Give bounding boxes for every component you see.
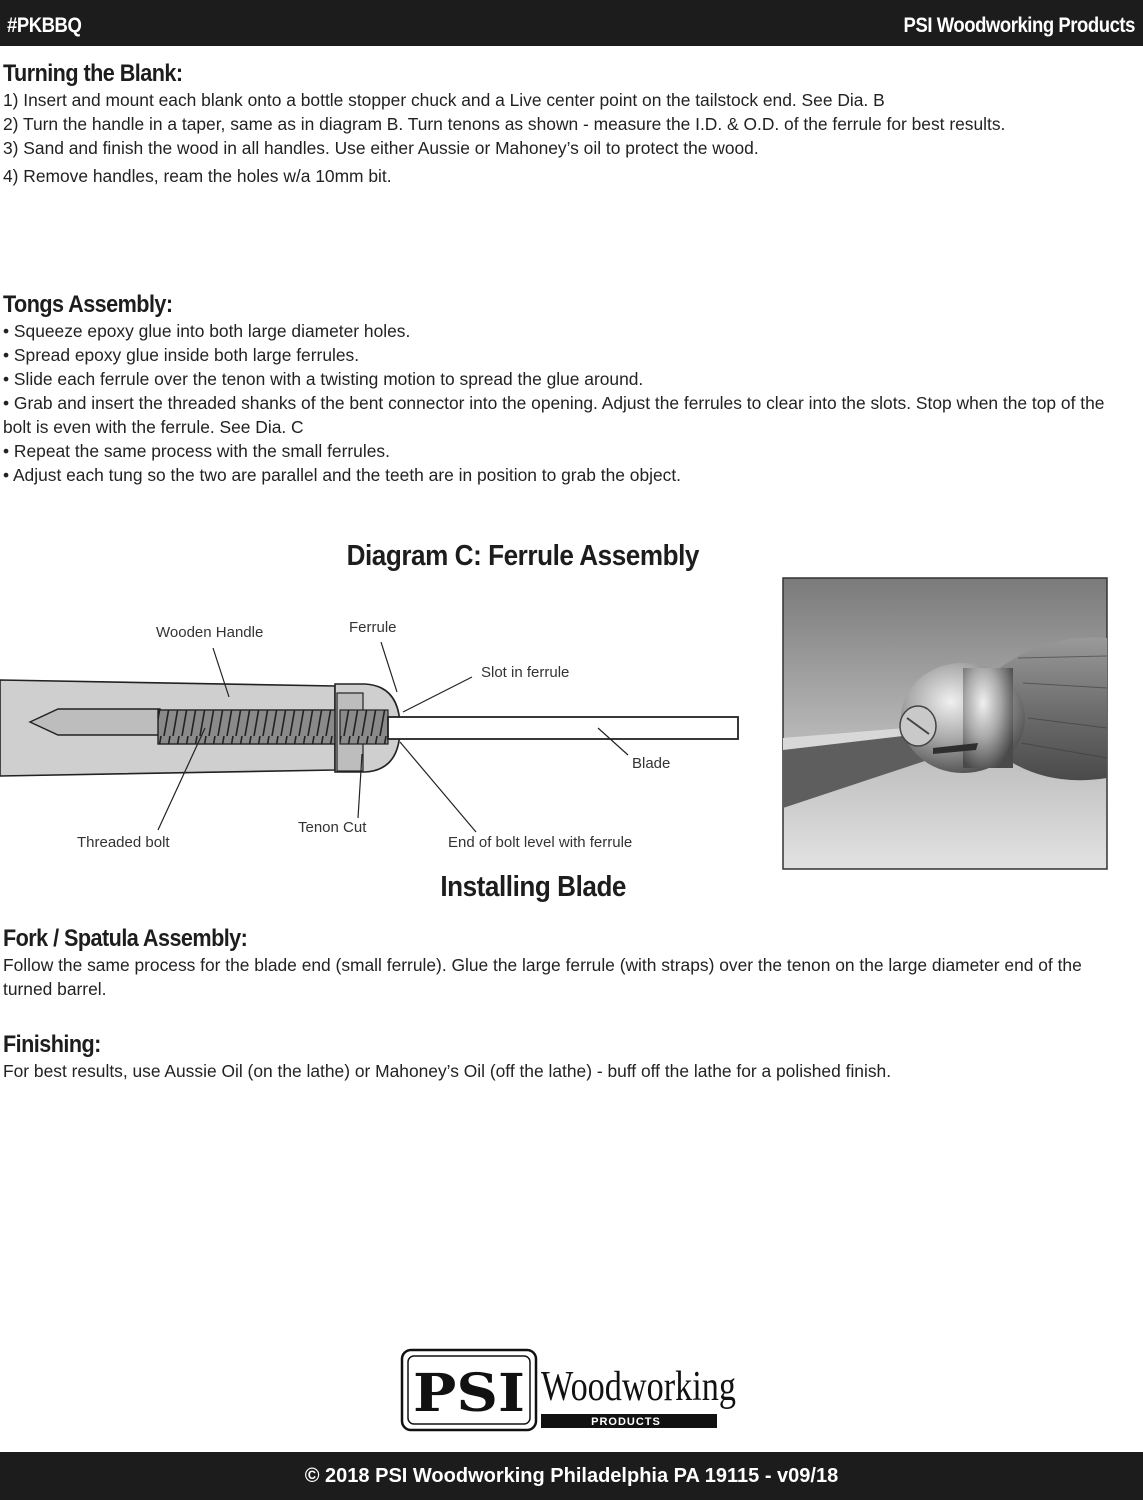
fork-section [3,925,1133,1001]
turning-step: 1) Insert and mount each blank onto a bottle stopper chuck and a Live center point on the tailstock end. See Dia. B [3,90,885,110]
copyright-text: © 2018 PSI Woodworking Philadelphia PA 19115 - v09/18 [304,1465,839,1487]
finishing-text: For best results, use Aussie Oil (on the lathe) or Mahoney’s Oil (off the lathe) - buff off the lathe for a polished finish. [3,1061,892,1081]
installing-blade-photo [783,578,1107,869]
label-slot: Slot in ferrule [481,664,570,681]
label-threaded-bolt: Threaded bolt [77,834,170,851]
label-wooden-handle: Wooden Handle [156,624,264,641]
diagram-title [0,540,1045,573]
tongs-section [3,291,1133,487]
turning-section [3,60,1133,188]
tongs-bullet: • Squeeze epoxy glue into both large diameter holes. [3,321,411,341]
finishing-section [3,1031,1133,1083]
logo-sub: PRODUCTS [591,1416,661,1428]
photo-caption [0,871,1066,904]
turning-step: 2) Turn the handle in a taper, same as in diagram B. Turn tenons as shown - measure the I.D. & O.D. of the ferrule for best results. [3,114,1006,134]
label-bolt-level: End of bolt level with ferrule [448,834,633,851]
photo-caption-text: Installing Blade [440,871,626,903]
turning-heading: Turning the Blank: [3,60,183,87]
footer-bar [0,1452,1143,1500]
threaded-bolt-end [340,710,388,744]
tongs-bullet: • Repeat the same process with the small ferrules. [3,441,390,461]
brand-name: PSI Woodworking Products [903,14,1135,37]
logo-word: Woodworking [541,1364,736,1410]
label-blade: Blade [632,755,671,772]
tongs-bullet: • Slide each ferrule over the tenon with a twisting motion to spread the glue around. [3,369,644,389]
tongs-heading: Tongs Assembly: [3,291,173,318]
tongs-bullet: • Spread epoxy glue inside both large ferrules. [3,345,360,365]
psi-logo [400,1348,740,1432]
diagram-title-text: Diagram C: Ferrule Assembly [346,540,699,572]
finishing-heading: Finishing: [3,1031,101,1058]
tongs-bullet: • Grab and insert the threaded shanks of the bent connector into the opening. Adjust the ferrules to clear into the slots. Stop when the top of the bolt is even with the ferrule. See Dia. C [3,393,1105,437]
bolt-hole-point [30,709,160,735]
fork-text: Follow the same process for the blade end (small ferrule). Glue the large ferrule (with straps) over the tenon on the large diameter end of the turned barrel. [3,955,1082,999]
blade-shape [388,717,738,739]
ferrule-assembly-diagram [0,600,770,870]
logo-mark: PSI [413,1363,525,1424]
header-bar [0,0,1143,46]
label-tenon-cut: Tenon Cut [298,819,367,836]
product-sku: #PKBBQ [7,14,82,37]
fork-heading: Fork / Spatula Assembly: [3,925,248,952]
turning-step: 4) Remove handles, ream the holes w/a 10mm bit. [3,166,392,186]
label-ferrule: Ferrule [349,619,397,636]
turning-step: 3) Sand and finish the wood in all handles. Use either Aussie or Mahoney’s oil to protect the wood. [3,138,759,158]
tongs-bullet: • Adjust each tung so the two are parallel and the teeth are in position to grab the object. [3,465,682,485]
